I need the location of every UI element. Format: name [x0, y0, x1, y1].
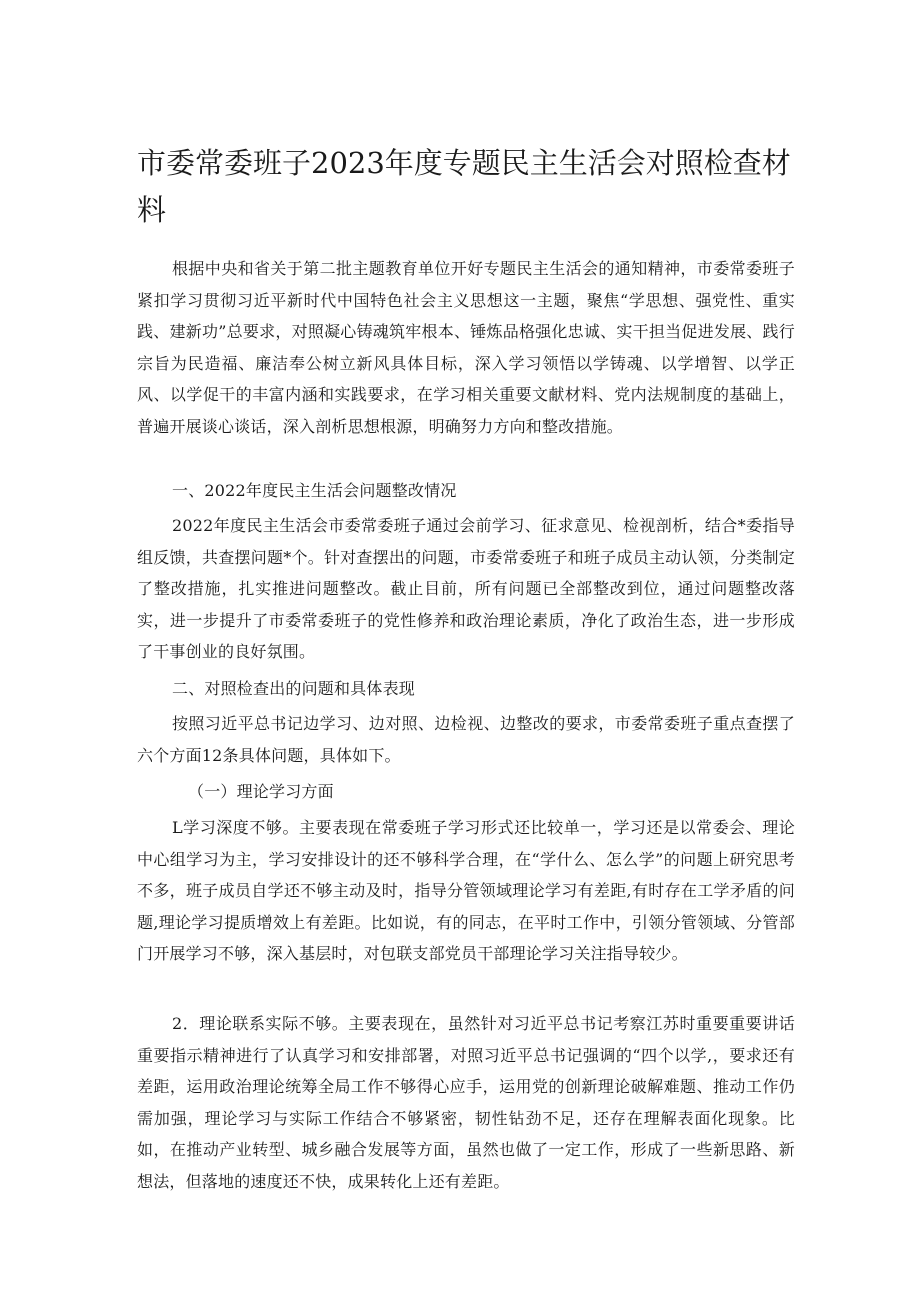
- item-1-paragraph: L学习深度不够。主要表现在常委班子学习形式还比较单一，学习还是以常委会、理论中心组学习为主，学习安排设计的还不够科学合理，在“学什么、怎么学”的问题上研究思考不多，班子成员自学还不够主动及时，指导分管领域理论学习有差距,有时存在工学矛盾的问题,理论学习提质增效上有差距。比如说，有的同志，在平时工作中，引领分管领域、分管部门开展学习不够，深入基层时，对包联支部党员干部理论学习关注指导较少。: [137, 818, 795, 963]
- item-2-paragraph: 2．理论联系实际不够。主要表现在，虽然针对习近平总书记考察江苏时重要重要讲话重要指示精神进行了认真学习和安排部署，对照习近平总书记强调的“四个以学,，要求还有差距，运用政治理论统筹全局工作不够得心应手，运用党的创新理论破解难题、推动工作仍需加强，理论学习与实际工作结合不够紧密，韧性钻劲不足，还存在理解表面化现象。比如，在推动产业转型、城乡融合发展等方面，虽然也做了一定工作，形成了一些新思路、新想法，但落地的速度还不快，成果转化上还有差距。: [137, 1014, 795, 1191]
- section-1-paragraph: 2022年度民主生活会市委常委班子通过会前学习、征求意见、检视剖析，结合*委指导组反馈，共查摆问题*个。针对查摆出的问题，市委常委班子和班子成员主动认领，分类制定了整改措施，扎实推进问题整改。截止目前，所有问题已全部整改到位，通过问题整改落实，进一步提升了市委常委班子的党性修养和政治理论素质，净化了政治生态，进一步形成了干事创业的良好氛围。: [137, 516, 795, 661]
- intro-paragraph: 根据中央和省关于第二批主题教育单位开好专题民主生活会的通知精神，市委常委班子紧扣学习贯彻习近平新时代中国特色社会主义思想这一主题，聚焦“学思想、强党性、重实践、建新功”总要求，对照凝心铸魂筑牢根本、锤炼品格强化忠诚、实干担当促进发展、践行宗旨为民造福、廉洁奉公树立新风具体目标，深入学习领悟以学铸魂、以学增智、以学正风、以学促干的丰富内涵和实践要求，在学习相关重要文献材料、党内法规制度的基础上，普遍开展谈心谈话，深入剖析思想根源，明确努力方向和整改措施。: [137, 259, 795, 436]
- section-2-paragraph: 按照习近平总书记边学习、边对照、边检视、边整改的要求，市委常委班子重点查摆了六个方面12条具体问题，具体如下。: [137, 714, 795, 765]
- document-title: 市委常委班子2023年度专题民主生活会对照检查材料: [137, 146, 791, 227]
- subsection-heading-1: （一）理论学习方面: [188, 782, 334, 801]
- section-heading-2: 二、对照检查出的问题和具体表现: [172, 679, 416, 698]
- section-heading-1: 一、2022年度民主生活会问题整改情况: [172, 481, 457, 500]
